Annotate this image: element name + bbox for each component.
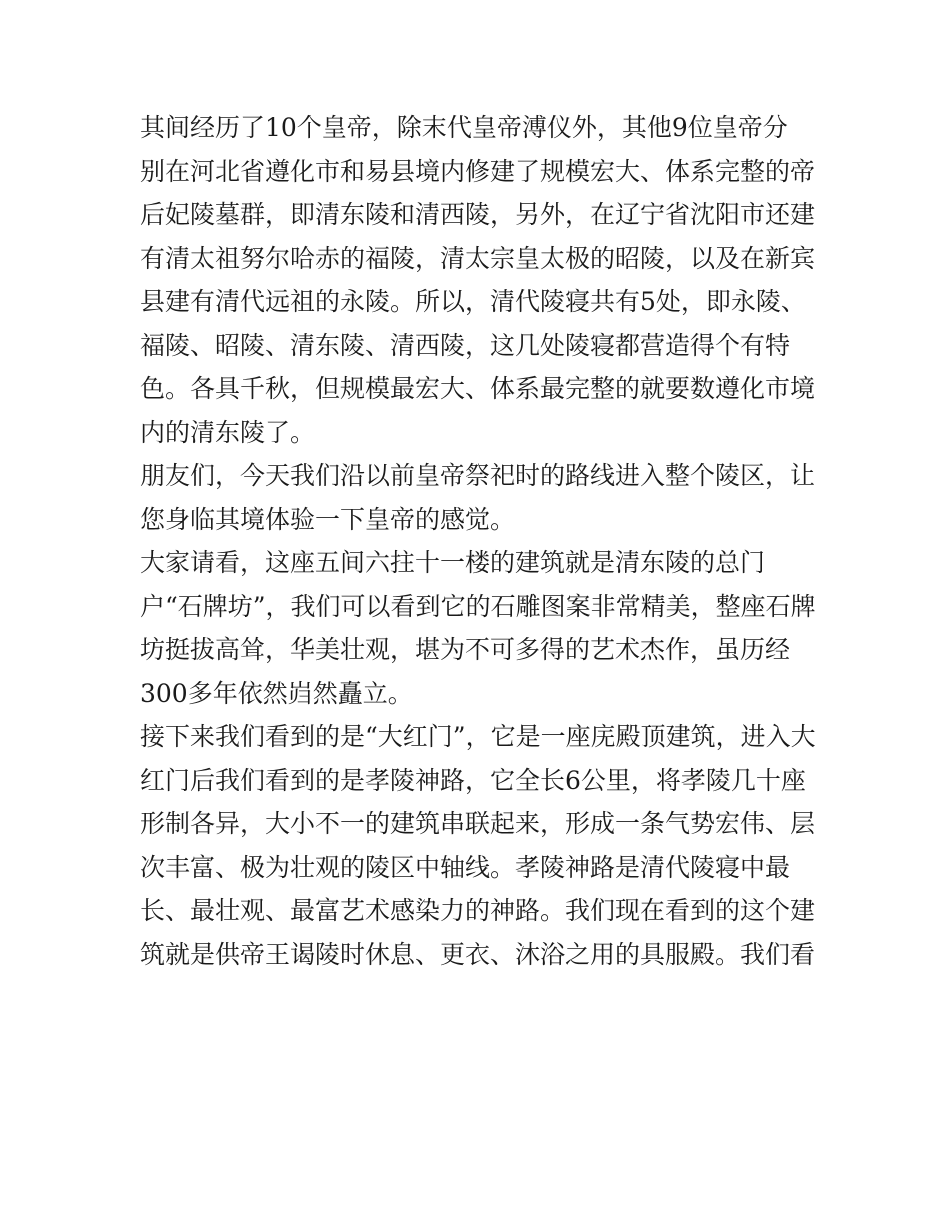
text-line: 大家请看，这座五间六拄十一楼的建筑就是清东陵的总门	[140, 548, 766, 577]
text-line: 有清太祖努尔哈赤的福陵，清太宗皇太极的昭陵，以及在新宾	[140, 243, 816, 273]
text-line: 色。各具千秋，但规模最宏大、体系最完整的就要数遵化市境	[140, 374, 816, 403]
text-line: 您身临其境体验一下皇帝的感觉。	[140, 504, 516, 534]
text-line: 内的清东陵了。	[140, 417, 316, 447]
text-line: 朋友们，今天我们沿以前皇帝祭祀时的路线进入整个陵区，让	[140, 461, 816, 490]
text-line: 县建有清代远祖的永陵。所以，清代陵寝共有5处，即永陵、	[140, 287, 806, 316]
text-line: 次丰富、极为壮观的陵区中轴线。孝陵神路是清代陵寝中最	[140, 852, 791, 882]
text-line: 别在河北省遵化市和易县境内修建了规模宏大、体系完整的帝	[140, 156, 816, 186]
text-line: 300多年依然岿然矗立。	[140, 678, 413, 708]
text-line: 坊挺拔高耸，华美壮观，堪为不可多得的艺术杰作，虽历经	[140, 635, 791, 664]
text-line: 长、最壮观、最富艺术感染力的神路。我们现在看到的这个建	[140, 896, 816, 925]
text-line: 其间经历了10个皇帝，除末代皇帝溥仪外，其他9位皇帝分	[140, 113, 788, 142]
text-line: 户“石牌坊”，我们可以看到它的石雕图案非常精美，整座石牌	[140, 591, 816, 621]
text-line: 后妃陵墓群，即清东陵和清西陵，另外，在辽宁省沈阳市还建	[140, 200, 816, 229]
text-line: 福陵、昭陵、清东陵、清西陵，这几处陵寝都营造得个有特	[140, 330, 791, 360]
text-line: 形制各异，大小不一的建筑串联起来，形成一条气势宏伟、层	[140, 809, 816, 838]
text-line: 筑就是供帝王谒陵时休息、更衣、沐浴之用的具服殿。我们看	[140, 939, 816, 969]
body-text	[140, 106, 816, 976]
text-line: 接下来我们看到的是“大红门”，它是一座庑殿顶建筑，进入大	[140, 722, 816, 751]
text-line: 红门后我们看到的是孝陵神路，它全长6公里，将孝陵几十座	[140, 765, 806, 795]
